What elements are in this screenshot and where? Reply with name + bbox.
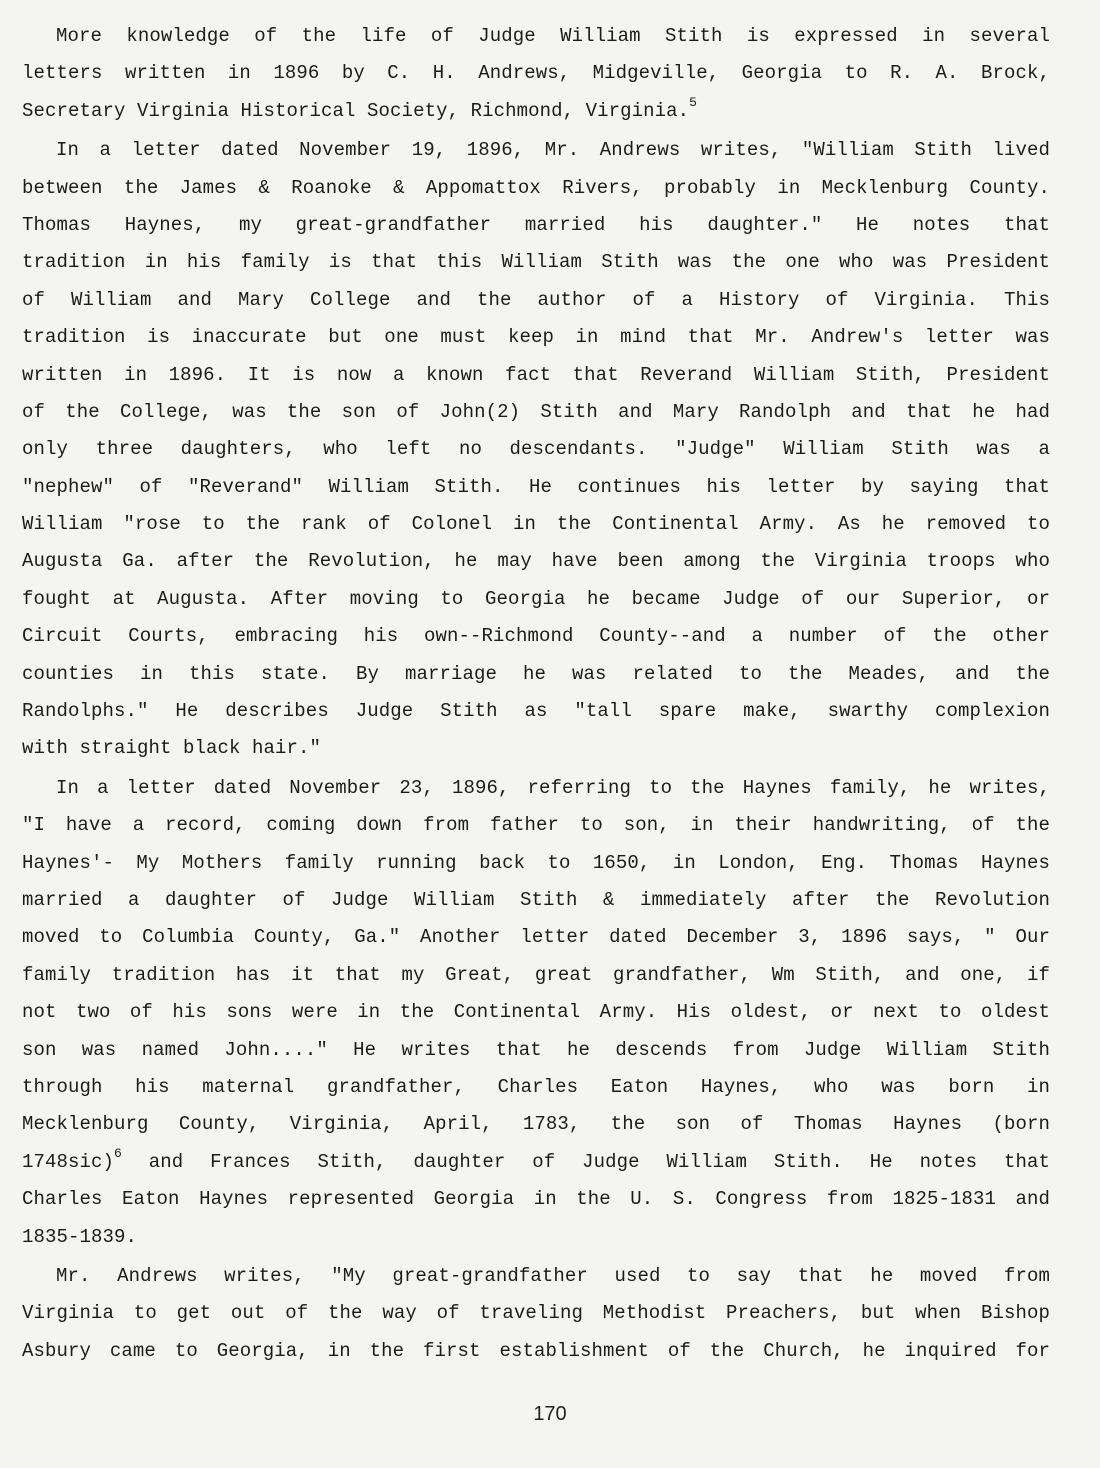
text-line: William "rose to the rank of Colonel in the Continental Army. As he removed to (22, 513, 1050, 536)
text-line: letters written in 1896 by C. H. Andrews, Midgeville, Georgia to R. A. Brock, (22, 62, 1050, 85)
text-line: son was named John...." He writes that he descends from Judge William Stith (22, 1038, 1050, 1061)
text-line: of William and Mary College and the author of a History of Virginia. This (22, 288, 1050, 311)
text-line: Randolphs." He describes Judge Stith as "tall spare make, swarthy complexion (22, 700, 1050, 723)
footnote-marker: 5 (689, 94, 698, 110)
text-line: family tradition has it that my Great, great grandfather, Wm Stith, and one, if (22, 963, 1050, 986)
text-line: counties in this state. By marriage he was related to the Meades, and the (22, 662, 1050, 685)
paragraph (22, 1258, 1050, 1370)
text-line: Thomas Haynes, my great-grandfather married his daughter." He notes that (22, 213, 1050, 236)
document-body (22, 18, 1050, 1370)
text-line: written in 1896. It is now a known fact that Reverand William Stith, President (22, 363, 1050, 386)
text-line: In a letter dated November 19, 1896, Mr. Andrews writes, "William Stith lived (56, 139, 1050, 162)
text-line: In a letter dated November 23, 1896, referring to the Haynes family, he writes, (56, 776, 1050, 799)
text-line: through his maternal grandfather, Charles Eaton Haynes, who was born in (22, 1075, 1050, 1098)
text-line: "I have a record, coming down from father to son, in their handwriting, of the (22, 814, 1050, 837)
text-line: Virginia to get out of the way of traveling Methodist Preachers, but when Bishop (22, 1302, 1050, 1325)
text-line: tradition in his family is that this William Stith was the one who was President (22, 251, 1050, 274)
text-line: between the James & Roanoke & Appomattox Rivers, probably in Mecklenburg County. (22, 176, 1050, 199)
text-line: moved to Columbia County, Ga." Another letter dated December 3, 1896 says, " Our (22, 926, 1050, 949)
text-line: Secretary Virginia Historical Society, Richmond, Virginia.$^5$ (22, 94, 698, 122)
text-line: Haynes'- My Mothers family running back to 1650, in London, Eng. Thomas Haynes (22, 851, 1050, 874)
text-line: not two of his sons were in the Continental Army. His oldest, or next to oldest (22, 1001, 1050, 1024)
text-line: with straight black hair." (22, 737, 322, 760)
text-line: Augusta Ga. after the Revolution, he may have been among the Virginia troops who (22, 550, 1050, 573)
text-line: Circuit Courts, embracing his own--Richmond County--and a number of the other (22, 625, 1050, 648)
text-line: Charles Eaton Haynes represented Georgia in the U. S. Congress from 1825-1831 and (22, 1188, 1050, 1211)
text-line: More knowledge of the life of Judge William Stith is expressed in several (56, 25, 1050, 47)
text-line: only three daughters, who left no descendants. "Judge" William Stith was a (22, 438, 1050, 461)
paragraph (22, 770, 1050, 1256)
text-line: Asbury came to Georgia, in the first establishment of the Church, he inquired for (22, 1339, 1050, 1362)
text-line: fought at Augusta. After moving to Georgia he became Judge of our Superior, or (22, 587, 1050, 610)
text-line: 1748sic)$^6$ and Frances Stith, daughter of Judge William Stith. He notes that (22, 1145, 1050, 1173)
text-line: Mecklenburg County, Virginia, April, 1783, the son of Thomas Haynes (born (22, 1113, 1050, 1136)
paragraph (22, 18, 1050, 130)
footnote-marker: 6 (114, 1145, 122, 1161)
text-line: of the College, was the son of John(2) Stith and Mary Randolph and that he had (22, 400, 1050, 423)
text-line: Mr. Andrews writes, "My great-grandfather used to say that he moved from (56, 1264, 1050, 1287)
text-line: "nephew" of "Reverand" William Stith. He continues his letter by saying that (22, 475, 1050, 498)
page-number: 170 (533, 1403, 567, 1425)
text-line: married a daughter of Judge William Stith & immediately after the Revolution (22, 888, 1050, 911)
text-line: tradition is inaccurate but one must keep in mind that Mr. Andrew's letter was (22, 326, 1050, 349)
paragraph (22, 132, 1050, 768)
text-line: 1835-1839. (22, 1225, 138, 1248)
